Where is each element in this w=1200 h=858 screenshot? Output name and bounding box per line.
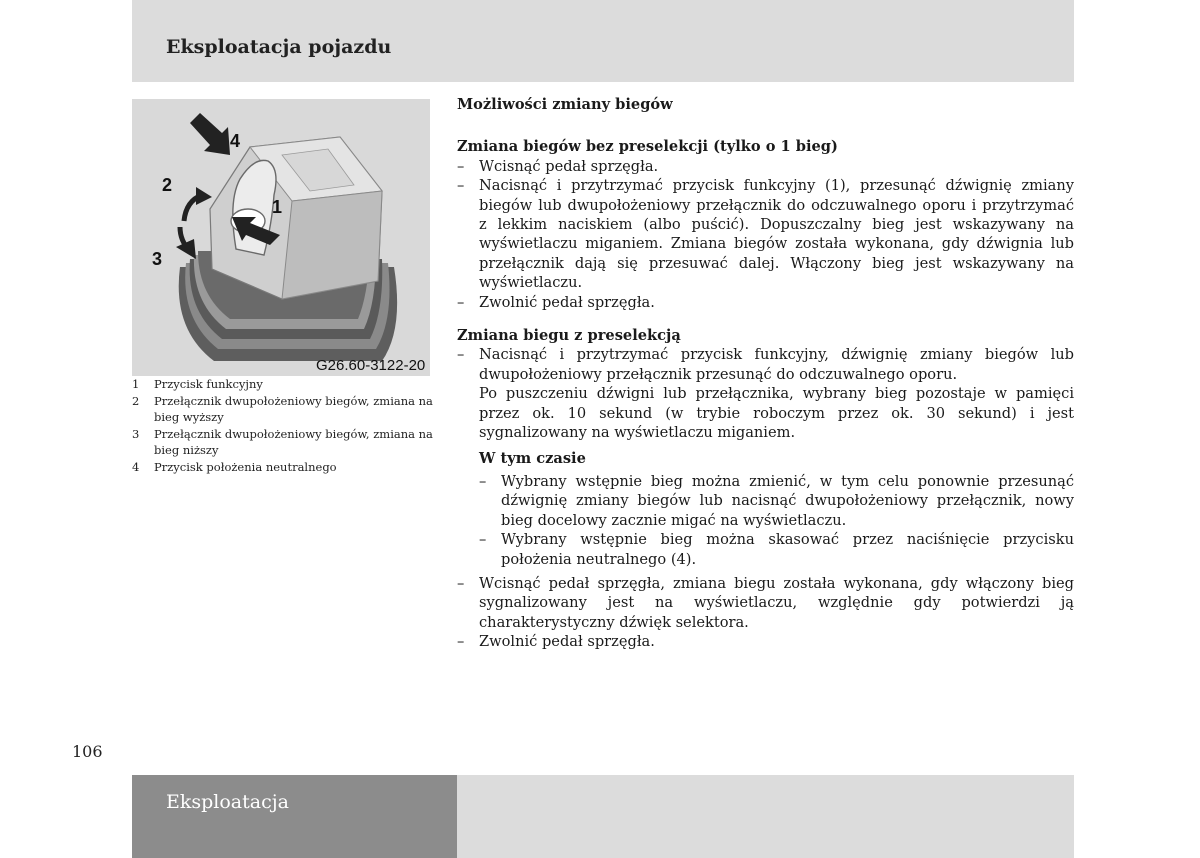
instruction-list (457, 157, 1074, 312)
caption-text: Przełącznik dwupołożeniowy biegów, zmiana na bieg niższy (154, 426, 433, 457)
caption-number: 2 (132, 393, 140, 408)
caption-text: Przełącznik dwupołożeniowy biegów, zmiana na bieg wyższy (154, 393, 433, 424)
header-bar (132, 0, 1074, 82)
caption-item (132, 426, 437, 459)
list-item: – Zwolnić pedał sprzęgła. (457, 632, 1074, 651)
subsection-heading: Zmiana biegów bez preselekcji (tylko o 1 bieg) (457, 138, 838, 156)
caption-text: Przycisk funkcyjny (154, 377, 263, 391)
main-content (457, 95, 1074, 652)
list-item: – Wybrany wstępnie bieg można zmienić, w tym celu ponownie przesunąć dźwignię zmiany biegów lub nacisnąć dwupołożeniowy przełącznik, nowy bieg docelowy zacznie migać na wyświetlaczu. (479, 472, 1074, 530)
figure-label-3: 3 (152, 249, 163, 269)
caption-number: 3 (132, 426, 140, 441)
footer-label: Eksploatacja (166, 791, 289, 813)
caption-item (132, 459, 437, 476)
figure-label-4: 4 (230, 131, 241, 151)
paragraph: – Nacisnąć i przytrzymać przycisk funkcyjny, dźwignię zmiany biegów lub dwupołożeniowy przełącznik przesunąć do odczuwalnego oporu. (479, 346, 1074, 383)
sub-list (479, 472, 1074, 569)
page-title: Eksploatacja pojazdu (166, 36, 392, 58)
footer-bar (457, 775, 1074, 858)
caption-item (132, 393, 437, 426)
section-heading: Możliwości zmiany biegów (457, 96, 673, 113)
figure-code: G26.60-3122-20 (316, 357, 426, 374)
list-item: – Wcisnąć pedał sprzęgła. (457, 157, 1074, 176)
sub-heading: W tym czasie (479, 449, 586, 467)
list-item: – Wybrany wstępnie bieg można skasować przez naciśnięcie przycisku położenia neutralnego (4). (479, 530, 1074, 569)
figure-label-2: 2 (162, 175, 173, 195)
list-item: – Zwolnić pedał sprzęgła. (457, 293, 1074, 312)
list-item (457, 345, 1074, 568)
subsection-heading: Zmiana biegu z preselekcją (457, 327, 681, 345)
instruction-list (457, 345, 1074, 651)
list-item: – Wcisnąć pedał sprzęgła, zmiana biegu została wykonana, gdy włączony bieg sygnalizowany jest na wyświetlaczu, względnie gdy potwierdzi ją charakterystyczny dźwięk selektora. (457, 574, 1074, 632)
caption-number: 4 (132, 459, 140, 474)
figure-label-1: 1 (272, 197, 283, 217)
figure-captions (132, 376, 437, 475)
caption-number: 1 (132, 377, 140, 391)
list-item: – Nacisnąć i przytrzymać przycisk funkcyjny (1), przesunąć dźwignię zmiany biegów lub dwupołożeniowy przełącznik do odczuwalnego oporu i przytrzymać z lekkim naciskiem (albo puścić). Dopuszczalny bieg jest wskazywany na wyświetlaczu miganiem. Zmiana biegów została wykonana, gdy dźwignia lub przełącznik dają się przesuwać dalej. Włączony bieg jest wskazywany na wyświetlaczu. (457, 176, 1074, 292)
footer-tab (132, 775, 457, 858)
caption-text: Przycisk położenia neutralnego (154, 459, 337, 474)
caption-item (132, 376, 437, 393)
page-number: 106 (72, 742, 103, 761)
gear-lever-figure (132, 99, 430, 376)
paragraph: Po puszczeniu dźwigni lub przełącznika, wybrany bieg pozostaje w pamięci przez ok. 10 sekund (w trybie roboczym przez ok. 30 sekund) i jest sygnalizowany na wyświetlaczu miganiem. (479, 385, 1074, 442)
